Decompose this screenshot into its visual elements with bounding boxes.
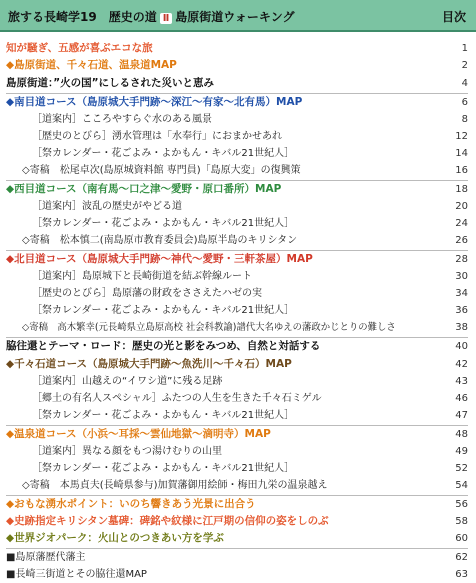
toc-page-number: 63: [455, 569, 468, 580]
toc-entry-text: ◇寄稿 高木繁幸(元長崎県立島原高校 社会科教諭)譜代大名ゆえの藩政かじとりの難しさ: [22, 322, 396, 333]
toc-entry-contribution[interactable]: [6, 319, 468, 336]
toc-entry-sub[interactable]: [6, 373, 468, 390]
toc-entry-text: ■長崎三街道とその脇往還MAP: [6, 569, 147, 580]
toc-entry-sub[interactable]: [6, 285, 468, 302]
toc-entry-text: ◆南目道コース（島原城大手門跡〜深江〜有家〜北有馬）MAP: [6, 96, 303, 108]
toc-entry-text: ■島原藩歴代藩主: [6, 552, 86, 563]
toc-entry-text: ［祭カレンダー・花ごよみ・よかもん・キバル21世紀人］: [32, 463, 295, 474]
toc-page-number: 36: [455, 305, 468, 316]
toc-entry-appendix[interactable]: [6, 549, 468, 566]
volume-roman-numeral: Ⅱ: [160, 13, 173, 24]
toc-page-number: 58: [455, 516, 468, 527]
toc-entry-text: ［道案内］波乱の歴史がやどる道: [32, 201, 182, 212]
toc-page-number: 47: [455, 410, 468, 421]
toc-page-number: 40: [455, 341, 468, 352]
toc-entry-text: ［祭カレンダー・花ごよみ・よかもん・キバル21世紀人］: [32, 410, 295, 421]
book-title: [8, 8, 294, 25]
toc-page-number: 12: [455, 131, 468, 142]
toc-entry-text: ［祭カレンダー・花ごよみ・よかもん・キバル21世紀人］: [32, 218, 295, 229]
toc-page-number: 52: [455, 463, 468, 474]
toc-entry-sub[interactable]: [6, 407, 468, 424]
toc-entry-text: ◆世界ジオパーク：火山とのつきあい方を学ぶ: [6, 532, 224, 544]
toc-page-number: 48: [455, 429, 468, 440]
toc-entry-section[interactable]: [6, 75, 468, 92]
toc-entry-text: ◆北目道コース（島原城大手門跡〜神代〜愛野・三軒茶屋）MAP: [6, 253, 313, 265]
toc-page-number: 62: [455, 552, 468, 563]
toc-entry-text: ［道案内］島原城下と長崎街道を結ぶ幹線ルート: [32, 271, 252, 282]
toc-entry-course[interactable]: [6, 356, 468, 373]
toc-entry-text: 脇往還とテーマ・ロード：歴史の光と影をみつめ、自然と対話する: [6, 340, 321, 352]
toc-entry-course[interactable]: [6, 181, 468, 198]
toc-entry-contribution[interactable]: [6, 477, 468, 494]
toc-page-number: 38: [455, 322, 468, 333]
toc-page-number: 14: [455, 148, 468, 159]
toc-entry-sub[interactable]: [6, 128, 468, 145]
toc-entry-text: ◆史跡指定キリシタン墓碑：碑銘や紋様に江戸期の信仰の姿をしのぶ: [6, 515, 329, 527]
toc-entry-intro[interactable]: [6, 40, 468, 57]
toc-entry-feature[interactable]: [6, 530, 468, 547]
toc-page-number: 18: [455, 184, 468, 195]
toc-entry-text: ［歴史のとびら］島原藩の財政をささえたハゼの実: [32, 288, 262, 299]
toc-entry-text: ◆西目道コース（南有馬〜口之津〜愛野・原口番所）MAP: [6, 183, 282, 195]
toc-entry-text: ◇寄稿 本馬貞夫(長崎県参与)加賀藩御用絵師・梅田九栄の温泉越え: [22, 480, 328, 491]
toc-entry-sub[interactable]: [6, 145, 468, 162]
toc-entry-text: ［祭カレンダー・花ごよみ・よかもん・キバル21世紀人］: [32, 148, 295, 159]
toc-page-number: 42: [455, 359, 468, 370]
toc-entry-sub[interactable]: [6, 460, 468, 477]
toc-entry-text: ◆島原街道、千々石道、温泉道MAP: [6, 59, 177, 71]
toc-entry-text: 島原街道：”火の国”にしるされた災いと恵み: [6, 77, 215, 89]
toc-heading: 目次: [441, 10, 466, 24]
toc-entry-text: ◇寄稿 松尾卓次(島原城資料館 専門員)「島原大変」の復興策: [22, 165, 301, 176]
toc-entry-sub[interactable]: [6, 111, 468, 128]
toc-entry-text: ［祭カレンダー・花ごよみ・よかもん・キバル21世紀人］: [32, 305, 295, 316]
toc-page-number: 54: [455, 480, 468, 491]
toc-entry-text: ◆おもな湧水ポイント：いのち響きあう光景に出合う: [6, 498, 256, 510]
toc-entry-text: ◆千々石道コース（島原城大手門跡〜魚洗川〜千々石）MAP: [6, 358, 292, 370]
toc-entry-course[interactable]: [6, 94, 468, 111]
toc-page-number: 20: [455, 201, 468, 212]
toc-entry-text: ［郷土の有名人スペシャル］ふたつの人生を生きた千々石ミゲル: [32, 393, 322, 404]
toc-entry-sub[interactable]: [6, 198, 468, 215]
toc-page-number: 26: [455, 235, 468, 246]
toc-entry-feature[interactable]: [6, 513, 468, 530]
toc-page-number: 2: [461, 60, 468, 71]
toc-entry-course[interactable]: [6, 426, 468, 443]
toc-entry-text: ［道案内］こころやすらぐ水のある風景: [32, 114, 212, 125]
toc-page-number: 60: [455, 533, 468, 544]
toc-entry-contribution[interactable]: [6, 232, 468, 249]
toc-entry-sub[interactable]: [6, 268, 468, 285]
title-post: 島原街道ウォーキング: [175, 10, 295, 24]
toc-page-number: 8: [461, 114, 468, 125]
toc-entry-sub[interactable]: [6, 302, 468, 319]
toc-page-number: 28: [455, 254, 468, 265]
toc-entry-sub[interactable]: [6, 215, 468, 232]
toc-entry-feature[interactable]: [6, 496, 468, 513]
toc-page-number: 43: [455, 376, 468, 387]
toc-page-number: 6: [461, 97, 468, 108]
toc-entry-appendix[interactable]: [6, 566, 468, 583]
toc-page-number: 1: [461, 43, 468, 54]
toc-entry-text: ［道案内］異なる顔をもつ湯けむりの山里: [32, 446, 222, 457]
toc-entry-text: ［歴史のとびら］湧水管理は「水奉行」におまかせあれ: [32, 131, 282, 142]
toc-entry-text: ［道案内］山越えの“イワシ道”に残る足跡: [32, 376, 223, 387]
toc-entry-map[interactable]: [6, 57, 468, 74]
toc-entry-section[interactable]: [6, 338, 468, 355]
toc-entry-sub[interactable]: [6, 443, 468, 460]
toc-page-number: 30: [455, 271, 468, 282]
toc-page-number: 24: [455, 218, 468, 229]
title-pre: 旅する長崎学19 歴史の道: [8, 10, 157, 24]
toc-entry-text: ◇寄稿 松本慎二(南島原市教育委員会)島原半島のキリシタン: [22, 235, 298, 246]
header-bar: [0, 0, 476, 32]
toc-page-number: 4: [461, 78, 468, 89]
toc-entry-text: 知が騒ぎ、五感が喜ぶエコな旅: [6, 42, 153, 54]
toc-entry-sub[interactable]: [6, 390, 468, 407]
toc-page-number: 56: [455, 499, 468, 510]
toc-page-number: 49: [455, 446, 468, 457]
toc-page-number: 34: [455, 288, 468, 299]
toc-page-number: 46: [455, 393, 468, 404]
toc-page-number: 16: [455, 165, 468, 176]
toc-entry-course[interactable]: [6, 251, 468, 268]
toc-entry-contribution[interactable]: [6, 162, 468, 179]
toc-entry-text: ◆温泉道コース（小浜〜耳採〜雲仙地獄〜滴明寺）MAP: [6, 428, 271, 440]
